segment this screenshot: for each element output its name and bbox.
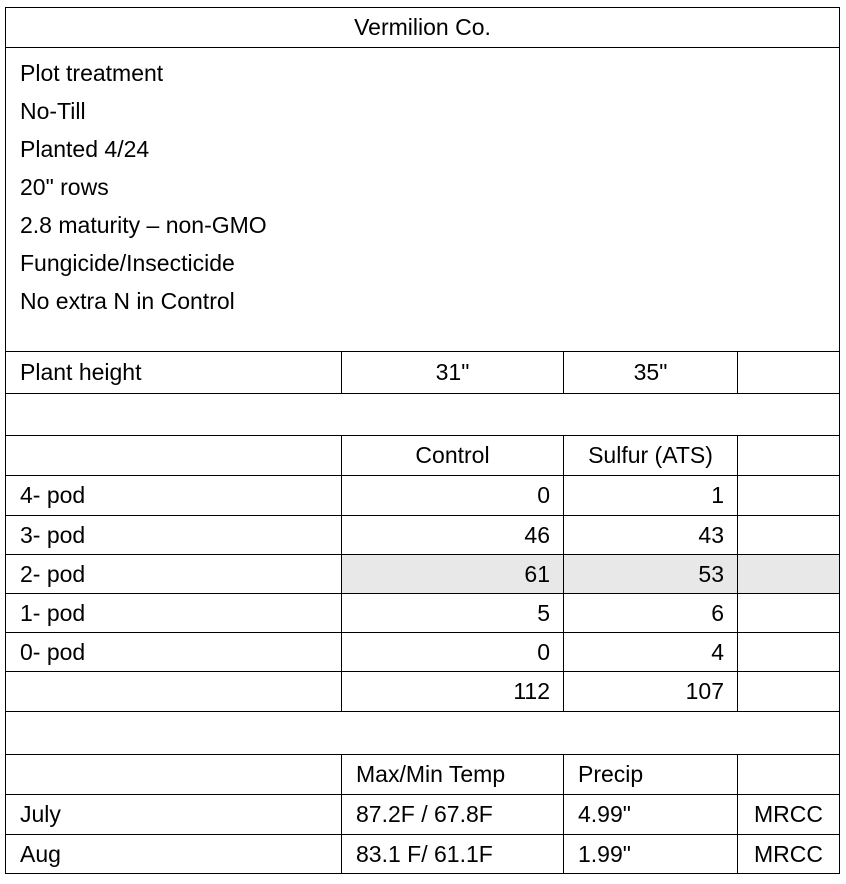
note-tillage: No-Till [20,98,86,124]
sulfur-value: 53 [564,555,738,594]
temp-value: 87.2F / 67.8F [342,795,564,835]
empty-cell [6,394,840,436]
pod-label: 1- pod [6,594,342,633]
empty-cell [6,436,342,476]
empty-cell [738,594,840,633]
pod-label: 4- pod [6,476,342,516]
table-row [6,633,840,672]
empty-cell [738,476,840,516]
sulfur-value: 6 [564,594,738,633]
empty-cell [6,755,342,795]
source-label: MRCC [738,835,840,874]
control-value: 0 [342,633,564,672]
note-fungicide: Fungicide/Insecticide [20,250,235,276]
sulfur-value: 43 [564,516,738,555]
note-nitrogen: No extra N in Control [20,288,235,314]
note-plot-treatment: Plot treatment [20,60,164,86]
temp-header: Max/Min Temp [342,755,564,795]
empty-cell [738,436,840,476]
control-total: 112 [342,672,564,712]
precip-value: 1.99" [564,835,738,874]
source-label: MRCC [738,795,840,835]
sulfur-value: 4 [564,633,738,672]
control-value: 46 [342,516,564,555]
temp-value: 83.1 F/ 61.1F [342,835,564,874]
empty-cell [738,555,840,594]
precip-value: 4.99" [564,795,738,835]
control-value: 61 [342,555,564,594]
pod-header-row [6,436,840,476]
control-value: 0 [342,476,564,516]
plot-notes [6,48,840,352]
title-row [6,8,840,48]
table-title: Vermilion Co. [6,8,840,48]
empty-cell [738,516,840,555]
spacer-row [6,394,840,436]
empty-cell [6,672,342,712]
table-row [6,835,840,874]
spacer-row [6,712,840,755]
empty-cell [738,352,840,394]
month-label: Aug [6,835,342,874]
month-label: July [6,795,342,835]
totals-row [6,672,840,712]
note-maturity: 2.8 maturity – non-GMO [20,212,267,238]
note-row-spacing: 20" rows [20,174,109,200]
plant-height-label: Plant height [6,352,342,394]
pod-label: 3- pod [6,516,342,555]
empty-cell [738,672,840,712]
soybean-trial-table [5,7,840,874]
sulfur-header: Sulfur (ATS) [564,436,738,476]
control-value: 5 [342,594,564,633]
table-row [6,476,840,516]
table-row [6,795,840,835]
sulfur-total: 107 [564,672,738,712]
sulfur-value: 1 [564,476,738,516]
note-planting-date: Planted 4/24 [20,136,150,162]
plot-notes-row [6,48,840,352]
weather-header-row [6,755,840,795]
pod-label: 2- pod [6,555,342,594]
plant-height-row [6,352,840,394]
empty-cell [738,633,840,672]
pod-label: 0- pod [6,633,342,672]
table-row [6,594,840,633]
table-row-highlighted [6,555,840,594]
empty-cell [6,712,840,755]
control-header: Control [342,436,564,476]
table-row [6,516,840,555]
empty-cell [738,755,840,795]
plant-height-sulfur: 35" [564,352,738,394]
precip-header: Precip [564,755,738,795]
plant-height-control: 31" [342,352,564,394]
